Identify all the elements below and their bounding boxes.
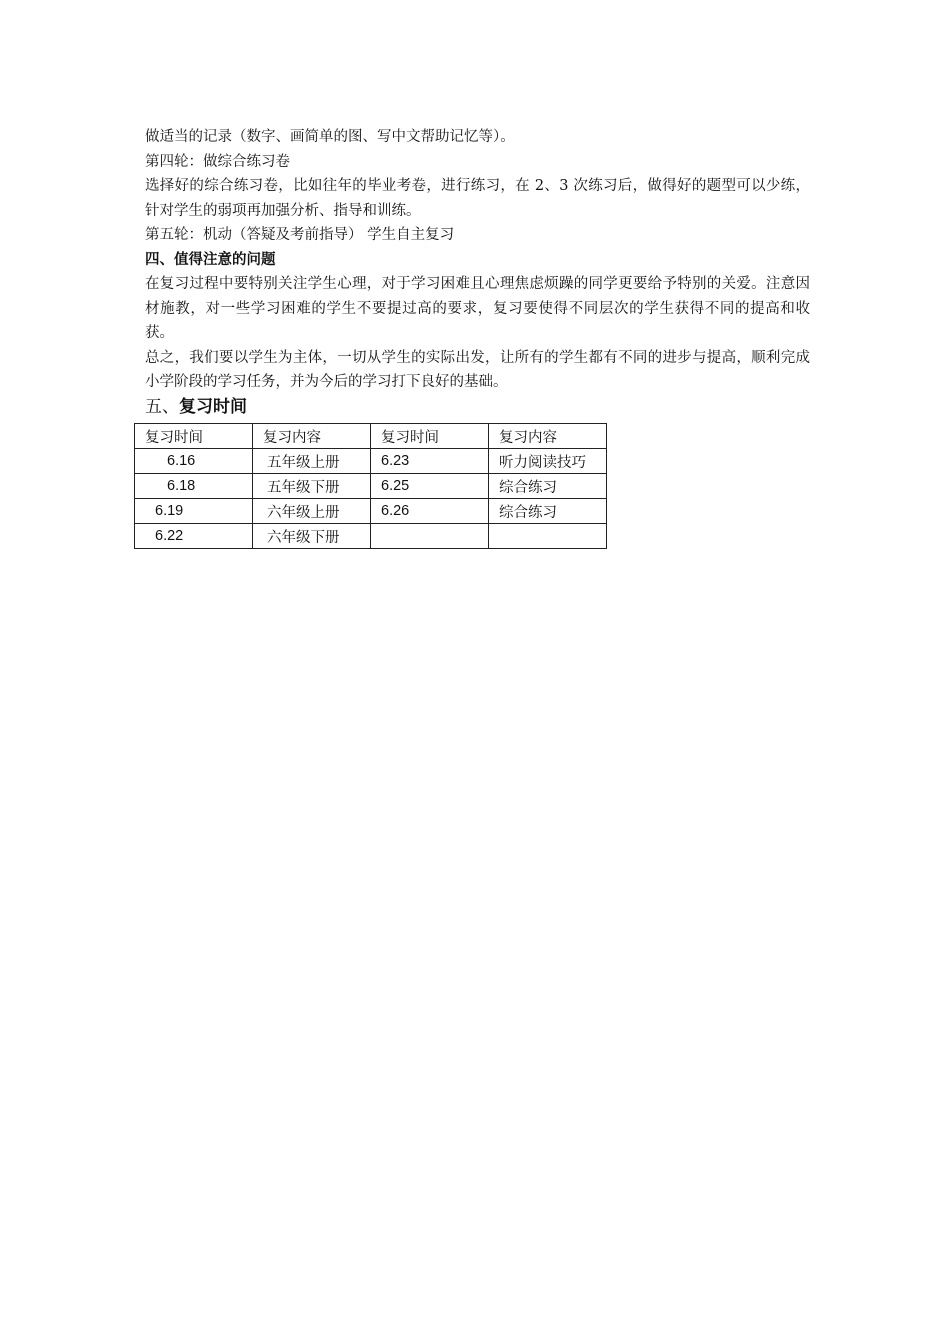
document-body [145, 125, 810, 419]
table-cell-date: 6.26 [371, 499, 489, 524]
section-five-heading [145, 395, 810, 419]
round-five-heading: 第五轮：机动（答疑及考前指导） 学生自主复习 [145, 227, 455, 243]
table-cell-date: 6.16 [135, 449, 253, 474]
table-cell-date: 6.22 [135, 524, 253, 549]
table-cell-content: 综合练习 [489, 474, 607, 499]
table-header-cell: 复习时间 [135, 424, 253, 449]
table-cell-date [371, 524, 489, 549]
table-row [135, 524, 607, 549]
table-cell-content: 五年级上册 [253, 449, 371, 474]
paragraph-conclusion: 总之，我们要以学生为主体，一切从学生的实际出发，让所有的学生都有不同的进步与提高，顺利完成小学阶段的学习任务，并为今后的学习打下良好的基础。 [145, 349, 810, 390]
table-header-cell: 复习时间 [371, 424, 489, 449]
table-header-cell: 复习内容 [489, 424, 607, 449]
table-cell-content: 听力阅读技巧 [489, 449, 607, 474]
table-cell-content: 综合练习 [489, 499, 607, 524]
table-cell-content: 五年级下册 [253, 474, 371, 499]
table-cell-date: 6.19 [135, 499, 253, 524]
paragraph-record-note: 做适当的记录（数字、画简单的图、写中文帮助记忆等）。 [145, 129, 515, 145]
table-header-cell: 复习内容 [253, 424, 371, 449]
table-row [135, 449, 607, 474]
table-cell-content: 六年级上册 [253, 499, 371, 524]
paragraph-practice-papers: 选择好的综合练习卷，比如往年的毕业考卷，进行练习，在 2、3 次练习后，做得好的题型可以少练，针对学生的弱项再加强分析、指导和训练。 [145, 178, 810, 219]
table-cell-content: 六年级下册 [253, 524, 371, 549]
table-cell-date: 6.23 [371, 449, 489, 474]
table-cell-content [489, 524, 607, 549]
table-row [135, 499, 607, 524]
section-four-heading: 四、值得注意的问题 [145, 251, 276, 268]
table-header-row [135, 424, 607, 449]
table-cell-date: 6.18 [135, 474, 253, 499]
section-five-title: 复习时间 [179, 396, 247, 417]
paragraph-student-psychology: 在复习过程中要特别关注学生心理，对于学习困难且心理焦虑烦躁的同学更要给予特别的关爱。注意因材施教，对一些学习困难的学生不要提过高的要求，复习要使得不同层次的学生获得不同的提高和收获。 [145, 276, 810, 341]
round-four-heading: 第四轮：做综合练习卷 [145, 153, 290, 170]
table-cell-date: 6.25 [371, 474, 489, 499]
section-five-prefix: 五、 [145, 396, 179, 417]
table-row [135, 474, 607, 499]
review-schedule-table [134, 423, 607, 549]
